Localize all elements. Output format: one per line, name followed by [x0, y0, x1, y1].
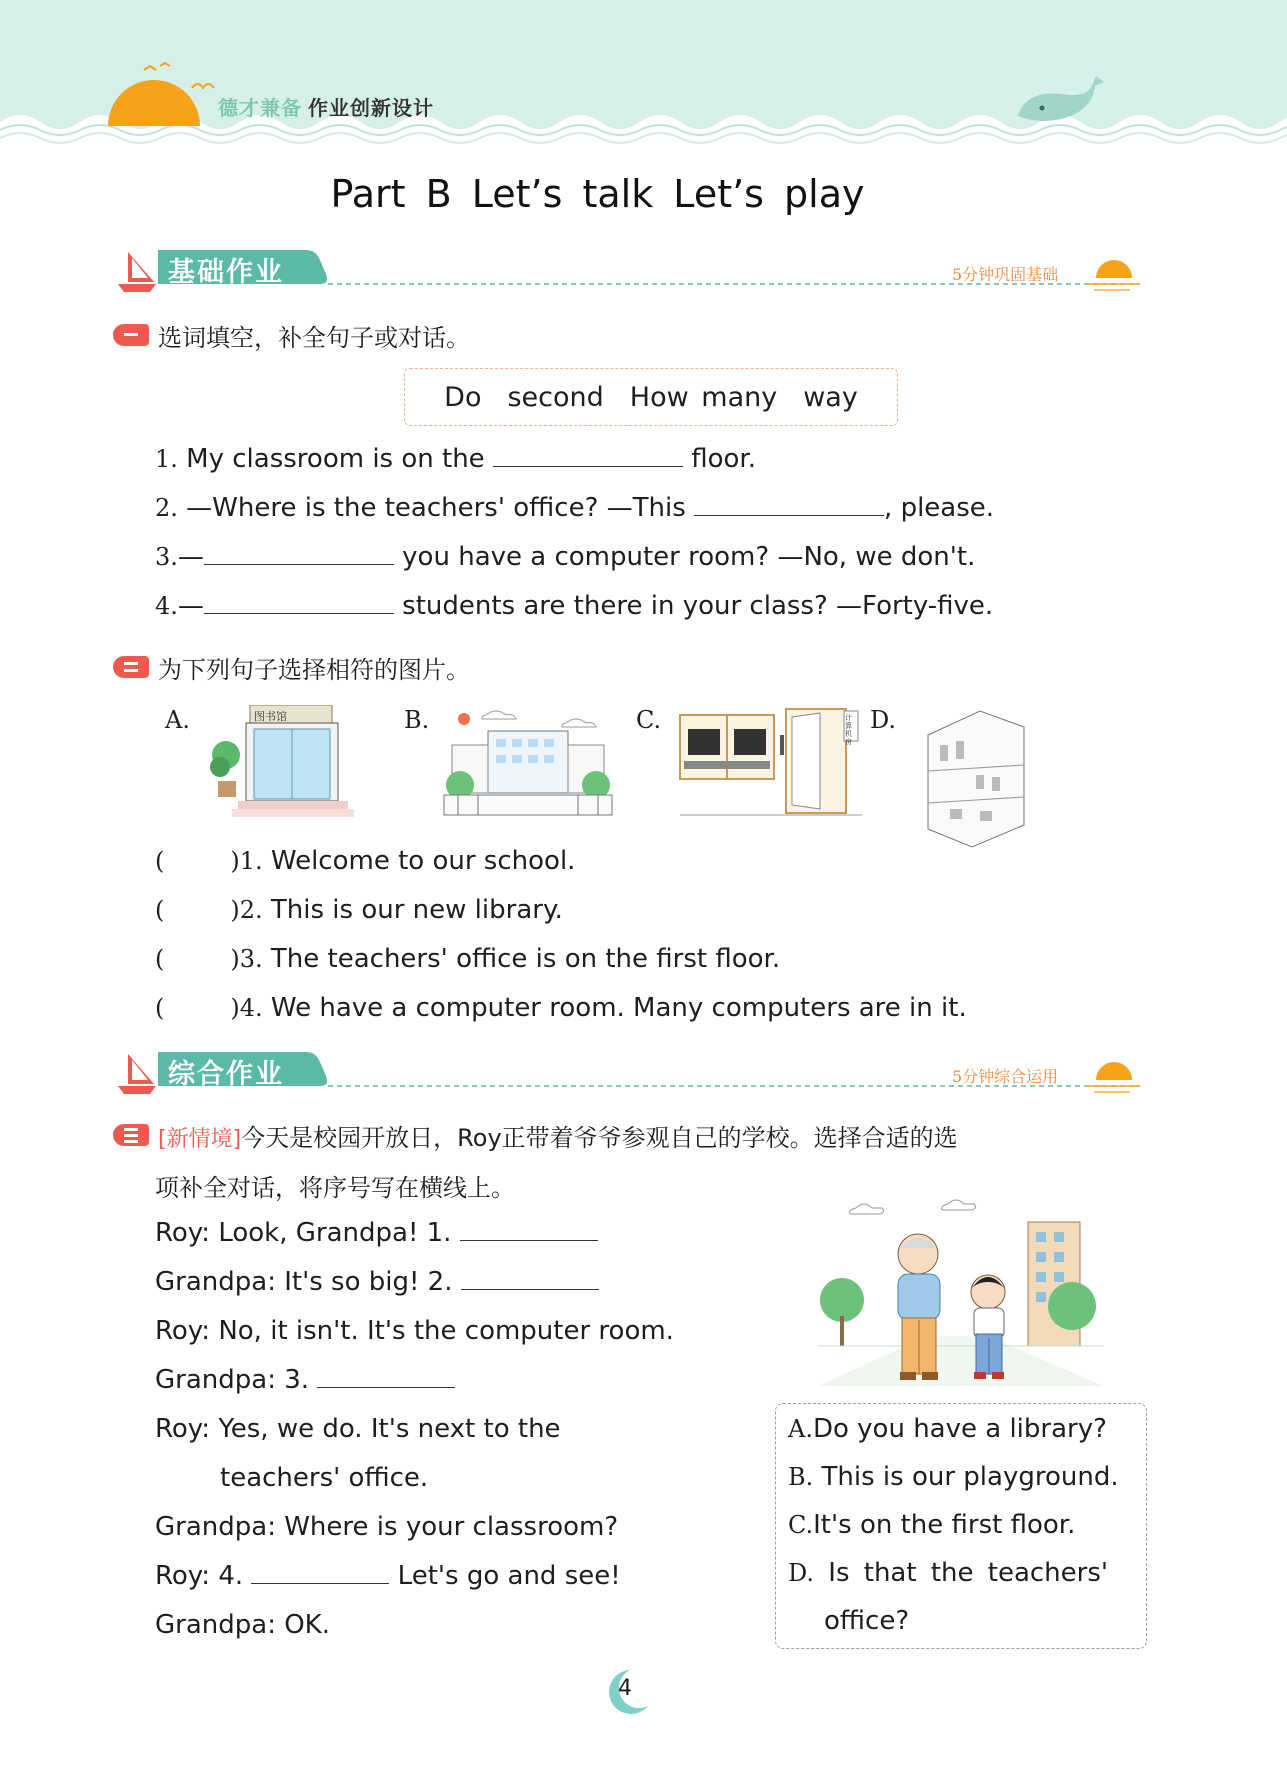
- bird-icon: [190, 78, 216, 96]
- option-letter: D.: [788, 1559, 815, 1587]
- speaker: Grandpa:: [155, 1512, 276, 1542]
- option-letter: C.: [788, 1511, 814, 1539]
- q3-heading-line1: 今天是校园开放日，Roy正带着爷爷参观自己的学校。选择合适的选: [241, 1124, 958, 1152]
- dialogue-line: [155, 1414, 561, 1444]
- dialogue-line: [155, 1316, 674, 1346]
- answer-paren[interactable]: (: [155, 847, 165, 875]
- dialogue-text: Where is your classroom?: [284, 1512, 619, 1542]
- school-picture: [438, 705, 618, 820]
- q2-item-4: [155, 993, 967, 1023]
- answer-paren[interactable]: (: [155, 994, 165, 1022]
- item-number: 3.: [155, 543, 178, 571]
- dialogue-line: [155, 1218, 598, 1248]
- office-sign: 计算机房: [845, 714, 852, 746]
- word-option: way: [803, 381, 858, 413]
- dialogue-text: No, it isn't. It's the computer room.: [218, 1316, 674, 1346]
- brand-name: 德才兼备: [218, 96, 302, 120]
- item-text: Welcome to our school.: [270, 846, 576, 876]
- item-number: )3.: [230, 945, 263, 973]
- section-note-basic: 5分钟巩固基础: [952, 265, 1059, 284]
- q2-item-1: [155, 846, 575, 876]
- option-d-continued: [824, 1606, 909, 1636]
- speaker: Roy:: [155, 1561, 211, 1591]
- speaker: Grandpa:: [155, 1267, 276, 1297]
- item-text: My classroom is on the: [186, 444, 485, 474]
- answer-blank[interactable]: [204, 591, 394, 614]
- dialogue-text: 4.: [218, 1561, 244, 1591]
- answer-blank[interactable]: [317, 1365, 455, 1388]
- section-label-comprehensive: 综合作业: [168, 1059, 284, 1090]
- section-label-basic: 基础作业: [168, 257, 284, 288]
- option-text: office?: [824, 1606, 910, 1636]
- q1-item-1: [155, 444, 756, 474]
- q1-item-3: [155, 542, 975, 572]
- option-text: Is that the teachers': [828, 1558, 1109, 1588]
- word-bank: [404, 368, 898, 426]
- word-option: How many: [629, 381, 778, 413]
- item-number: )4.: [230, 994, 263, 1022]
- q2-heading: 为下列句子选择相符的图片。: [158, 656, 470, 684]
- item-text: —: [177, 591, 204, 621]
- dialogue-text: 3.: [284, 1365, 310, 1395]
- option-c: [788, 1510, 1075, 1540]
- q2-item-3: [155, 944, 780, 974]
- page-title: Part B Let’s talk Let’s play: [330, 172, 865, 216]
- item-number: )2.: [230, 896, 263, 924]
- office-picture: [920, 705, 1030, 850]
- speaker: Roy:: [155, 1414, 211, 1444]
- item-text: students are there in your class? —Forty-five.: [402, 591, 994, 621]
- option-d: [788, 1558, 1108, 1588]
- item-text: you have a computer room? —No, we don't.: [402, 542, 976, 572]
- word-option: Do: [444, 381, 482, 413]
- option-letter: B.: [788, 1463, 814, 1491]
- answer-blank[interactable]: [461, 1267, 599, 1290]
- item-text: —Where is the teachers' office? —This: [186, 493, 686, 523]
- item-text: , please.: [884, 493, 995, 523]
- badge-one: [113, 324, 149, 346]
- picture-label-a: A.: [165, 706, 190, 734]
- brand-subtitle: 作业创新设计: [308, 96, 434, 120]
- answer-paren[interactable]: (: [155, 896, 165, 924]
- word-option: second: [507, 381, 604, 413]
- option-text: This is our playground.: [821, 1462, 1119, 1492]
- q1-item-2: [155, 493, 994, 523]
- dialogue-line: [220, 1463, 428, 1493]
- q3-heading-line2: 项补全对话，将序号写在横线上。: [155, 1174, 515, 1202]
- answer-blank[interactable]: [204, 542, 394, 565]
- dialogue-text: teachers' office.: [220, 1463, 429, 1493]
- item-text: This is our new library.: [270, 895, 563, 925]
- item-text: floor.: [691, 444, 756, 474]
- option-text: Do you have a library?: [812, 1414, 1107, 1444]
- item-number: 4.: [155, 592, 178, 620]
- option-a: [788, 1414, 1107, 1444]
- item-text: We have a computer room. Many computers are in it.: [270, 993, 967, 1023]
- answer-paren[interactable]: (: [155, 945, 165, 973]
- item-text: —: [177, 542, 204, 572]
- dialogue-text: It's so big! 2.: [284, 1267, 453, 1297]
- roy-grandpa-illustration: [818, 1196, 1104, 1390]
- page-number: 4: [618, 1676, 632, 1701]
- answer-blank[interactable]: [694, 493, 884, 516]
- answer-blank[interactable]: [493, 444, 683, 467]
- picture-label-d: D.: [870, 706, 897, 734]
- q3-heading: [158, 1118, 958, 1153]
- q1-heading: 选词填空，补全句子或对话。: [158, 324, 470, 352]
- dialogue-line: [155, 1610, 330, 1640]
- dialogue-text: Let's go and see!: [397, 1561, 621, 1591]
- speaker: Roy:: [155, 1316, 211, 1346]
- q1-item-4: [155, 591, 993, 621]
- sun-icon: [104, 60, 204, 130]
- answer-blank[interactable]: [460, 1218, 598, 1241]
- answer-blank[interactable]: [251, 1561, 389, 1584]
- dialogue-line: [155, 1561, 621, 1591]
- badge-two: [113, 656, 149, 678]
- option-b: [788, 1462, 1119, 1492]
- item-text: The teachers' office is on the first floor.: [270, 944, 781, 974]
- section-note-comprehensive: 5分钟综合运用: [952, 1067, 1059, 1086]
- computer-room-picture: [676, 705, 866, 820]
- context-tag: [新情境]: [158, 1127, 242, 1152]
- whale-icon: [1012, 76, 1112, 134]
- q2-item-2: [155, 895, 563, 925]
- option-letter: A.: [788, 1415, 813, 1443]
- item-number: 1.: [155, 445, 178, 473]
- dialogue-line: [155, 1267, 599, 1297]
- badge-three: [113, 1124, 149, 1146]
- picture-label-b: B.: [404, 706, 430, 734]
- dialogue-text: Look, Grandpa! 1.: [218, 1218, 452, 1248]
- library-sign: 图书馆: [254, 710, 287, 723]
- option-text: It's on the first floor.: [813, 1510, 1076, 1540]
- dialogue-text: Yes, we do. It's next to the: [218, 1414, 561, 1444]
- brand: [218, 92, 434, 121]
- dialogue-line: [155, 1512, 618, 1542]
- item-number: 2.: [155, 494, 178, 522]
- speaker: Grandpa:: [155, 1365, 276, 1395]
- speaker: Grandpa:: [155, 1610, 276, 1640]
- item-number: )1.: [230, 847, 263, 875]
- dialogue-text: OK.: [284, 1610, 330, 1640]
- speaker: Roy:: [155, 1218, 211, 1248]
- dialogue-line: [155, 1365, 455, 1395]
- picture-label-c: C.: [636, 706, 662, 734]
